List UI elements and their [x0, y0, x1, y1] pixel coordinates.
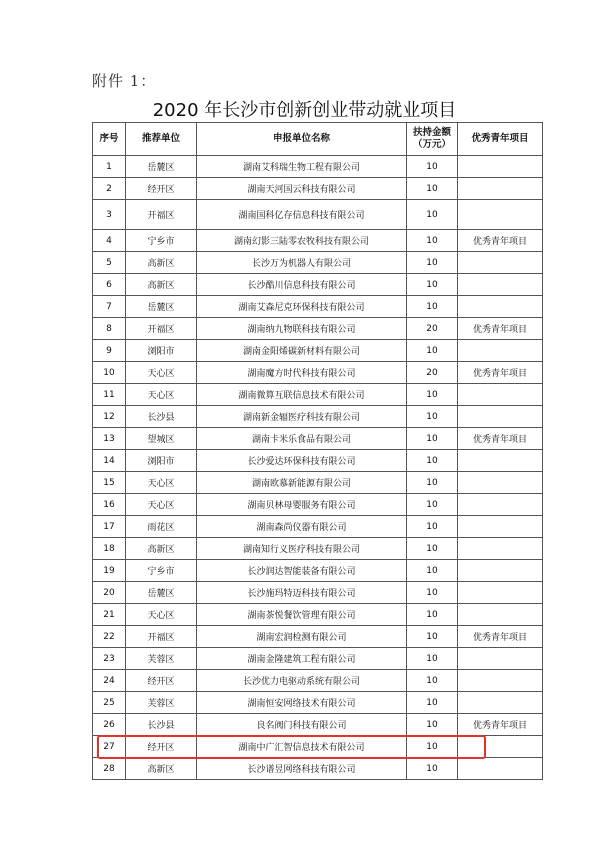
table-row [93, 384, 543, 406]
cell-unit: 宁乡市 [126, 230, 197, 252]
cell-youth: 优秀青年项目 [458, 318, 543, 340]
cell-company: 湖南艾科瑞生物工程有限公司 [197, 156, 407, 178]
cell-amount: 10 [407, 230, 458, 252]
cell-company: 湖南魔方时代科技有限公司 [197, 362, 407, 384]
cell-no: 27 [93, 736, 126, 758]
cell-unit: 雨花区 [126, 516, 197, 538]
cell-amount: 10 [407, 516, 458, 538]
cell-unit: 经开区 [126, 178, 197, 200]
cell-no: 16 [93, 494, 126, 516]
cell-no: 19 [93, 560, 126, 582]
cell-amount: 10 [407, 736, 458, 758]
table-row [93, 296, 543, 318]
cell-no: 11 [93, 384, 126, 406]
header-amount-text: 扶持金额（万元） [412, 127, 451, 150]
cell-no: 23 [93, 648, 126, 670]
cell-youth [458, 296, 543, 318]
cell-youth [458, 178, 543, 200]
cell-no: 6 [93, 274, 126, 296]
table-row [93, 472, 543, 494]
cell-amount: 10 [407, 692, 458, 714]
cell-no: 5 [93, 252, 126, 274]
cell-unit: 天心区 [126, 472, 197, 494]
cell-amount: 10 [407, 296, 458, 318]
table-row [93, 494, 543, 516]
cell-company: 湖南艾森尼克环保科技有限公司 [197, 296, 407, 318]
cell-unit: 浏阳市 [126, 450, 197, 472]
cell-company: 长沙润达智能装备有限公司 [197, 560, 407, 582]
cell-company: 长沙万为机器人有限公司 [197, 252, 407, 274]
cell-amount: 10 [407, 670, 458, 692]
cell-no: 3 [93, 200, 126, 230]
header-amount [407, 123, 458, 156]
cell-company: 长沙谱昱网络科技有限公司 [197, 758, 407, 780]
cell-company: 长沙爱达环保科技有限公司 [197, 450, 407, 472]
cell-youth [458, 670, 543, 692]
cell-amount: 10 [407, 450, 458, 472]
cell-company: 湖南微算互联信息技术有限公司 [197, 384, 407, 406]
cell-youth [458, 516, 543, 538]
cell-company: 湖南恒安网络技术有限公司 [197, 692, 407, 714]
cell-amount: 20 [407, 318, 458, 340]
cell-youth [458, 472, 543, 494]
cell-amount: 10 [407, 156, 458, 178]
cell-unit: 宁乡市 [126, 560, 197, 582]
cell-youth [458, 384, 543, 406]
cell-youth [458, 252, 543, 274]
cell-amount: 10 [407, 560, 458, 582]
cell-amount: 10 [407, 340, 458, 362]
table-row [93, 274, 543, 296]
cell-amount: 10 [407, 648, 458, 670]
cell-no: 12 [93, 406, 126, 428]
cell-amount: 10 [407, 178, 458, 200]
cell-no: 4 [93, 230, 126, 252]
cell-unit: 高新区 [126, 538, 197, 560]
cell-company: 长沙优力电驱动系统有限公司 [197, 670, 407, 692]
cell-youth: 优秀青年项目 [458, 362, 543, 384]
cell-company: 湖南中广汇智信息技术有限公司 [197, 736, 407, 758]
cell-company: 湖南新金辐医疗科技有限公司 [197, 406, 407, 428]
table-row [93, 428, 543, 450]
table-row [93, 252, 543, 274]
cell-youth [458, 156, 543, 178]
cell-company: 长沙酷川信息科技有限公司 [197, 274, 407, 296]
cell-amount: 20 [407, 362, 458, 384]
cell-unit: 长沙县 [126, 406, 197, 428]
cell-youth [458, 200, 543, 230]
cell-company: 湖南纳九物联科技有限公司 [197, 318, 407, 340]
table-row [93, 340, 543, 362]
table-row [93, 362, 543, 384]
cell-youth: 优秀青年项目 [458, 626, 543, 648]
header-company: 申报单位名称 [197, 123, 407, 156]
table-row [93, 736, 543, 758]
header-no: 序号 [93, 123, 126, 156]
cell-unit: 经开区 [126, 670, 197, 692]
cell-unit: 天心区 [126, 604, 197, 626]
cell-amount: 10 [407, 582, 458, 604]
cell-no: 28 [93, 758, 126, 780]
cell-amount: 10 [407, 604, 458, 626]
cell-youth: 优秀青年项目 [458, 714, 543, 736]
cell-amount: 10 [407, 384, 458, 406]
document-title: 2020 年长沙市创新创业带动就业项目 [152, 100, 457, 121]
cell-unit: 长沙县 [126, 714, 197, 736]
cell-no: 15 [93, 472, 126, 494]
cell-no: 9 [93, 340, 126, 362]
cell-no: 8 [93, 318, 126, 340]
cell-youth [458, 560, 543, 582]
cell-unit: 开福区 [126, 200, 197, 230]
cell-amount: 10 [407, 200, 458, 230]
table-row [93, 200, 543, 230]
cell-no: 25 [93, 692, 126, 714]
cell-unit: 天心区 [126, 494, 197, 516]
cell-company: 湖南幻影三陆零农牧科技有限公司 [197, 230, 407, 252]
cell-no: 22 [93, 626, 126, 648]
cell-unit: 天心区 [126, 362, 197, 384]
table-header-row [93, 123, 543, 156]
cell-youth [458, 450, 543, 472]
cell-youth [458, 736, 543, 758]
cell-unit: 岳麓区 [126, 156, 197, 178]
cell-amount: 10 [407, 252, 458, 274]
cell-unit: 高新区 [126, 252, 197, 274]
cell-youth: 优秀青年项目 [458, 428, 543, 450]
cell-no: 17 [93, 516, 126, 538]
cell-no: 2 [93, 178, 126, 200]
cell-amount: 10 [407, 626, 458, 648]
header-youth: 优秀青年项目 [458, 123, 543, 156]
table-row [93, 178, 543, 200]
cell-amount: 10 [407, 714, 458, 736]
cell-youth [458, 758, 543, 780]
cell-company: 长沙施玛特迈科技有限公司 [197, 582, 407, 604]
table-row [93, 318, 543, 340]
cell-youth [458, 692, 543, 714]
cell-unit: 开福区 [126, 626, 197, 648]
cell-company: 湖南国科亿存信息科技有限公司 [197, 200, 407, 230]
attachment-label: 附件 1： [92, 72, 157, 90]
table-row [93, 626, 543, 648]
cell-youth [458, 582, 543, 604]
cell-company: 湖南茶悦餐饮管理有限公司 [197, 604, 407, 626]
cell-amount: 10 [407, 472, 458, 494]
cell-no: 24 [93, 670, 126, 692]
cell-unit: 天心区 [126, 384, 197, 406]
table-row [93, 230, 543, 252]
cell-amount: 10 [407, 274, 458, 296]
cell-company: 湖南金阳烯碳新材料有限公司 [197, 340, 407, 362]
table-row [93, 692, 543, 714]
cell-amount: 10 [407, 494, 458, 516]
cell-no: 20 [93, 582, 126, 604]
cell-youth [458, 494, 543, 516]
cell-company: 湖南天河国云科技有限公司 [197, 178, 407, 200]
cell-no: 14 [93, 450, 126, 472]
cell-unit: 芙蓉区 [126, 692, 197, 714]
cell-youth [458, 340, 543, 362]
cell-unit: 开福区 [126, 318, 197, 340]
header-unit: 推荐单位 [126, 123, 197, 156]
table-row [93, 604, 543, 626]
table-row [93, 406, 543, 428]
cell-youth [458, 538, 543, 560]
cell-company: 湖南森尚仪器有限公司 [197, 516, 407, 538]
table-row [93, 560, 543, 582]
table-row [93, 450, 543, 472]
cell-youth [458, 604, 543, 626]
cell-company: 良名阀门科技有限公司 [197, 714, 407, 736]
cell-amount: 10 [407, 758, 458, 780]
cell-company: 湖南知行义医疗科技有限公司 [197, 538, 407, 560]
table-row [93, 156, 543, 178]
cell-unit: 高新区 [126, 758, 197, 780]
cell-unit: 浏阳市 [126, 340, 197, 362]
cell-no: 13 [93, 428, 126, 450]
cell-unit: 高新区 [126, 274, 197, 296]
cell-no: 1 [93, 156, 126, 178]
cell-unit: 望城区 [126, 428, 197, 450]
table-row [93, 670, 543, 692]
table-row [93, 516, 543, 538]
cell-youth: 优秀青年项目 [458, 230, 543, 252]
cell-company: 湖南贝林母婴服务有限公司 [197, 494, 407, 516]
table-row [93, 714, 543, 736]
table-row [93, 582, 543, 604]
cell-youth [458, 648, 543, 670]
cell-company: 湖南宏润检测有限公司 [197, 626, 407, 648]
cell-company: 湖南欧慕新能源有限公司 [197, 472, 407, 494]
cell-company: 湖南卡米乐食品有限公司 [197, 428, 407, 450]
table-row [93, 538, 543, 560]
table-row [93, 648, 543, 670]
cell-no: 10 [93, 362, 126, 384]
cell-unit: 经开区 [126, 736, 197, 758]
cell-amount: 10 [407, 538, 458, 560]
cell-unit: 岳麓区 [126, 296, 197, 318]
table-row [93, 758, 543, 780]
cell-no: 18 [93, 538, 126, 560]
cell-no: 7 [93, 296, 126, 318]
cell-amount: 10 [407, 428, 458, 450]
cell-unit: 岳麓区 [126, 582, 197, 604]
cell-no: 21 [93, 604, 126, 626]
cell-amount: 10 [407, 406, 458, 428]
cell-company: 湖南金隆建筑工程有限公司 [197, 648, 407, 670]
cell-youth [458, 274, 543, 296]
cell-youth [458, 406, 543, 428]
project-table [92, 122, 543, 780]
cell-unit: 芙蓉区 [126, 648, 197, 670]
cell-no: 26 [93, 714, 126, 736]
